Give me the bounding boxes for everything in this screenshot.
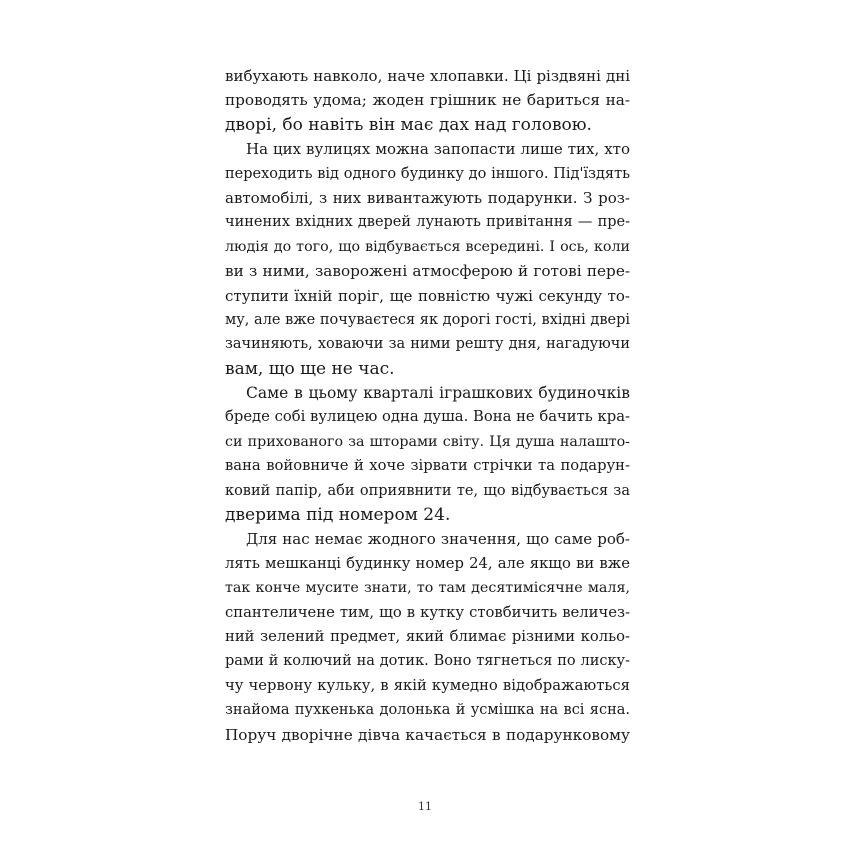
text-line: дворі, бо навіть він має дах над головою. [225,114,592,135]
text-line: ви з ними, заворожені атмосферою й готові пере- [225,262,630,281]
text-line: ковий папір, аби оприявнити те, що відбувається за [225,482,630,499]
text-line: дверима під номером 24. [225,505,451,526]
text-line: бреде собі вулицею одна душа. Вона не бачить кра- [225,408,630,426]
paragraph-first-line: Саме в цьому кварталі іграшкових будиночків [246,384,630,403]
text-line: людія до того, що відбувається всередині. І ось, коли [225,238,630,255]
text-line: вибухають навколо, наче хлопавки. Ці різдвяні дні [225,67,630,85]
page-number: 11 [418,800,432,813]
text-line: чинених вхідних дверей лунають привітання — пре- [225,214,630,231]
text-line: зачиняють, ховаючи за ними решту дня, нагадуючи [225,336,630,353]
text-line: спантеличене тим, що в кутку стовбичить величез- [225,603,630,621]
text-line: вана войовниче й хоче зірвати стрічки та подарун- [225,457,630,475]
text-line: ступити їхній поріг, ще повністю чужі секунду то- [225,286,630,305]
text-line: Поруч дворічне дівча качається в подарунковому [225,725,630,744]
text-line: си прихованого за шторами світу. Ця душа налашто- [225,433,630,450]
text-line: вам, що ще не час. [225,358,395,379]
text-line: ний зелений предмет, який блимає різними кольо- [225,627,630,645]
text-line: переходить від одного будинку до іншого. Під'їздять [225,165,630,182]
text-line: автомобілі, з них вивантажують подарунки. З роз- [225,188,630,207]
text-line: му, але вже почуваєтеся як дорогі гості, вхідні двері [225,311,630,328]
text-line: знайома пухкенька долонька й усмішка на всі ясна. [225,702,630,719]
text-line: лять мешканці будинку номер 24, але якщо ви вже [225,554,630,572]
body-text [225,64,630,747]
text-line: чу червону кульку, в якій кумедно відображаються [225,676,630,694]
paragraph-first-line: Для нас немає жодного значення, що саме роб- [246,530,630,549]
text-line: так конче мусите знати, то там десятимісячне маля, [225,580,630,597]
paragraph-first-line: На цих вулицях можна запопасти лише тих, хто [246,140,630,159]
text-line: проводять удома; жоден грішник не бариться на- [225,91,630,110]
text-line: рами й колючий на дотик. Воно тягнеться по лиску- [225,653,630,670]
